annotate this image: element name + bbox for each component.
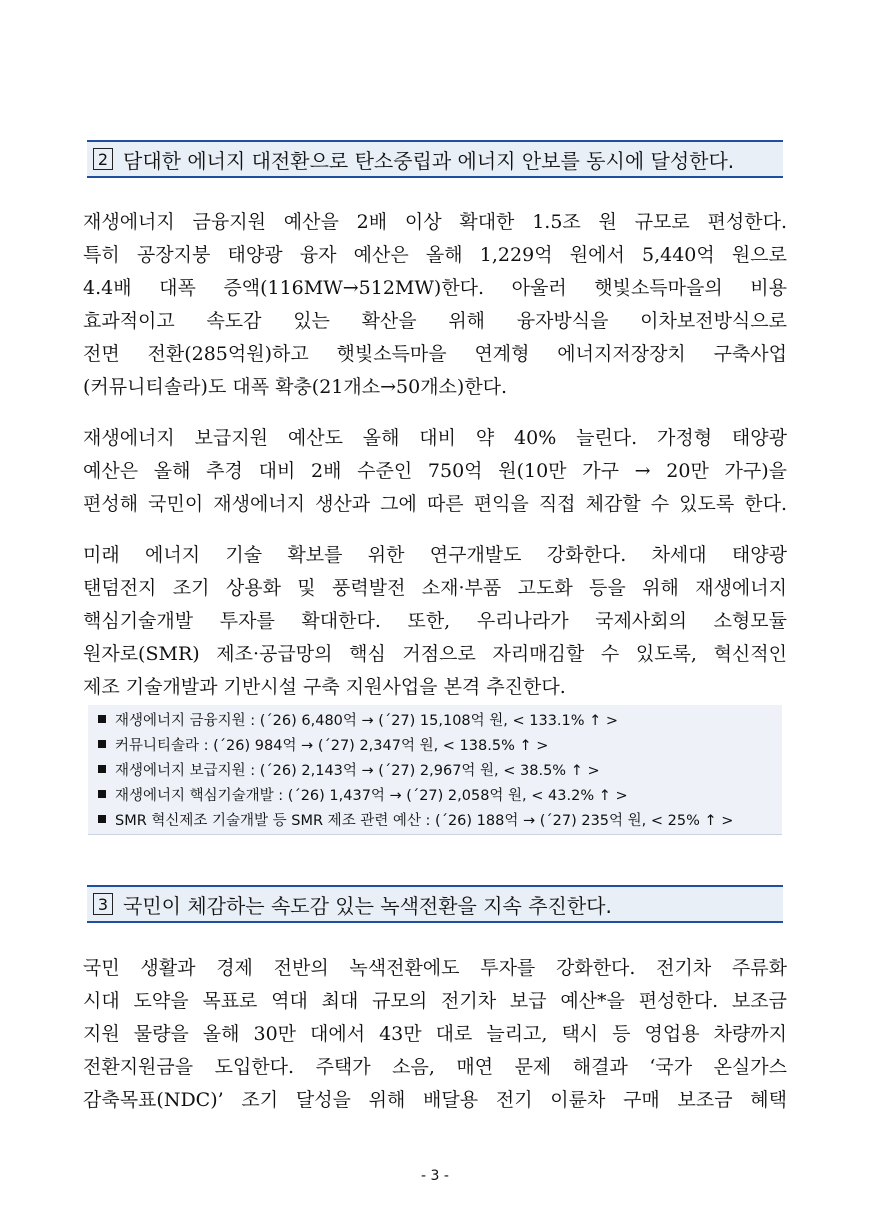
budget-item [88,759,782,784]
section-number-box: 2 [93,148,113,170]
budget-item-text: 재생에너지 금융지원 : (´26) 6,480억 → (´27) 15,108억 원, < 133.1% ↑ > [115,713,619,729]
text-line: 핵심기술개발 투자를 확대한다. 또한, 우리나라가 국제사회의 소형모듈 [83,610,787,632]
budget-item [88,709,782,734]
budget-item-text: 커뮤니티솔라 : (´26) 984억 → (´27) 2,347억 원, < 138.5% ↑ > [115,738,549,754]
text-line: 시대 도약을 목표로 역대 최대 규모의 전기차 보급 예산*을 편성한다. 보조금 [83,990,787,1012]
square-bullet-icon [98,815,106,823]
square-bullet-icon [98,740,106,748]
text-line: 4.4배 대폭 증액(116MW→512MW)한다. 아울러 햇빛소득마을의 비용 [83,277,787,299]
text-line: 지원 물량을 올해 30만 대에서 43만 대로 늘리고, 택시 등 영업용 차량까지 [83,1023,787,1045]
section-header-3 [87,885,783,923]
square-bullet-icon [98,715,106,723]
text-line: 탠덤전지 조기 상용화 및 풍력발전 소재·부품 고도화 등을 위해 재생에너지 [83,577,787,599]
text-line: 재생에너지 보급지원 예산도 올해 대비 약 40% 늘린다. 가정형 태양광 [83,427,787,449]
budget-item [88,809,782,834]
budget-item-text: SMR 혁신제조 기술개발 등 SMR 제조 관련 예산 : (´26) 188억 → (´27) 235억 원, < 25% ↑ > [115,813,734,829]
text-line: 전환지원금을 도입한다. 주택가 소음, 매연 문제 해결과 ‘국가 온실가스 [83,1056,787,1078]
budget-item-text: 재생에너지 보급지원 : (´26) 2,143억 → (´27) 2,967억 원, < 38.5% ↑ > [115,763,600,779]
text-line: 미래 에너지 기술 확보를 위한 연구개발도 강화한다. 차세대 태양광 [83,544,787,566]
text-line: 예산은 올해 추경 대비 2배 수준인 750억 원(10만 가구 → 20만 가구)을 [83,460,787,482]
page-number: - 3 - [421,1168,449,1184]
section-number-box: 3 [93,893,113,915]
text-line: 효과적이고 속도감 있는 확산을 위해 융자방식을 이차보전방식으로 [83,310,787,332]
budget-item-text: 재생에너지 핵심기술개발 : (´26) 1,437억 → (´27) 2,058억 원, < 43.2% ↑ > [115,788,628,804]
text-line: 제조 기술개발과 기반시설 구축 지원사업을 본격 추진한다. [83,676,566,698]
text-line: 전면 전환(285억원)하고 햇빛소득마을 연계형 에너지저장장치 구축사업 [83,343,787,365]
budget-summary-box [88,705,782,835]
square-bullet-icon [98,790,106,798]
text-line: 재생에너지 금융지원 예산을 2배 이상 확대한 1.5조 원 규모로 편성한다. [83,211,787,233]
budget-item [88,784,782,809]
section-title: 담대한 에너지 대전환으로 탄소중립과 에너지 안보를 동시에 달성한다. [123,148,735,173]
text-line: 특히 공장지붕 태양광 융자 예산은 올해 1,229억 원에서 5,440억 원으로 [83,244,787,266]
paragraph-renewable-supply [83,422,787,521]
text-line: 국민 생활과 경제 전반의 녹색전환에도 투자를 강화한다. 전기차 주류화 [83,957,787,979]
paragraph-energy-rnd [83,539,787,704]
paragraph-green-transition [83,952,787,1117]
square-bullet-icon [98,765,106,773]
text-line: 감축목표(NDC)’ 조기 달성을 위해 배달용 전기 이륜차 구매 보조금 혜택 [83,1089,787,1111]
section-header-2 [87,140,783,178]
text-line: 편성해 국민이 재생에너지 생산과 그에 따른 편익을 직접 체감할 수 있도록 한다. [83,493,787,515]
section-title: 국민이 체감하는 속도감 있는 녹색전환을 지속 추진한다. [123,893,612,918]
text-line: (커뮤니티솔라)도 대폭 확충(21개소→50개소)한다. [83,376,508,398]
text-line: 원자로(SMR) 제조·공급망의 핵심 거점으로 자리매김할 수 있도록, 혁신적인 [83,643,787,665]
budget-item [88,734,782,759]
paragraph-renewable-finance [83,206,787,404]
